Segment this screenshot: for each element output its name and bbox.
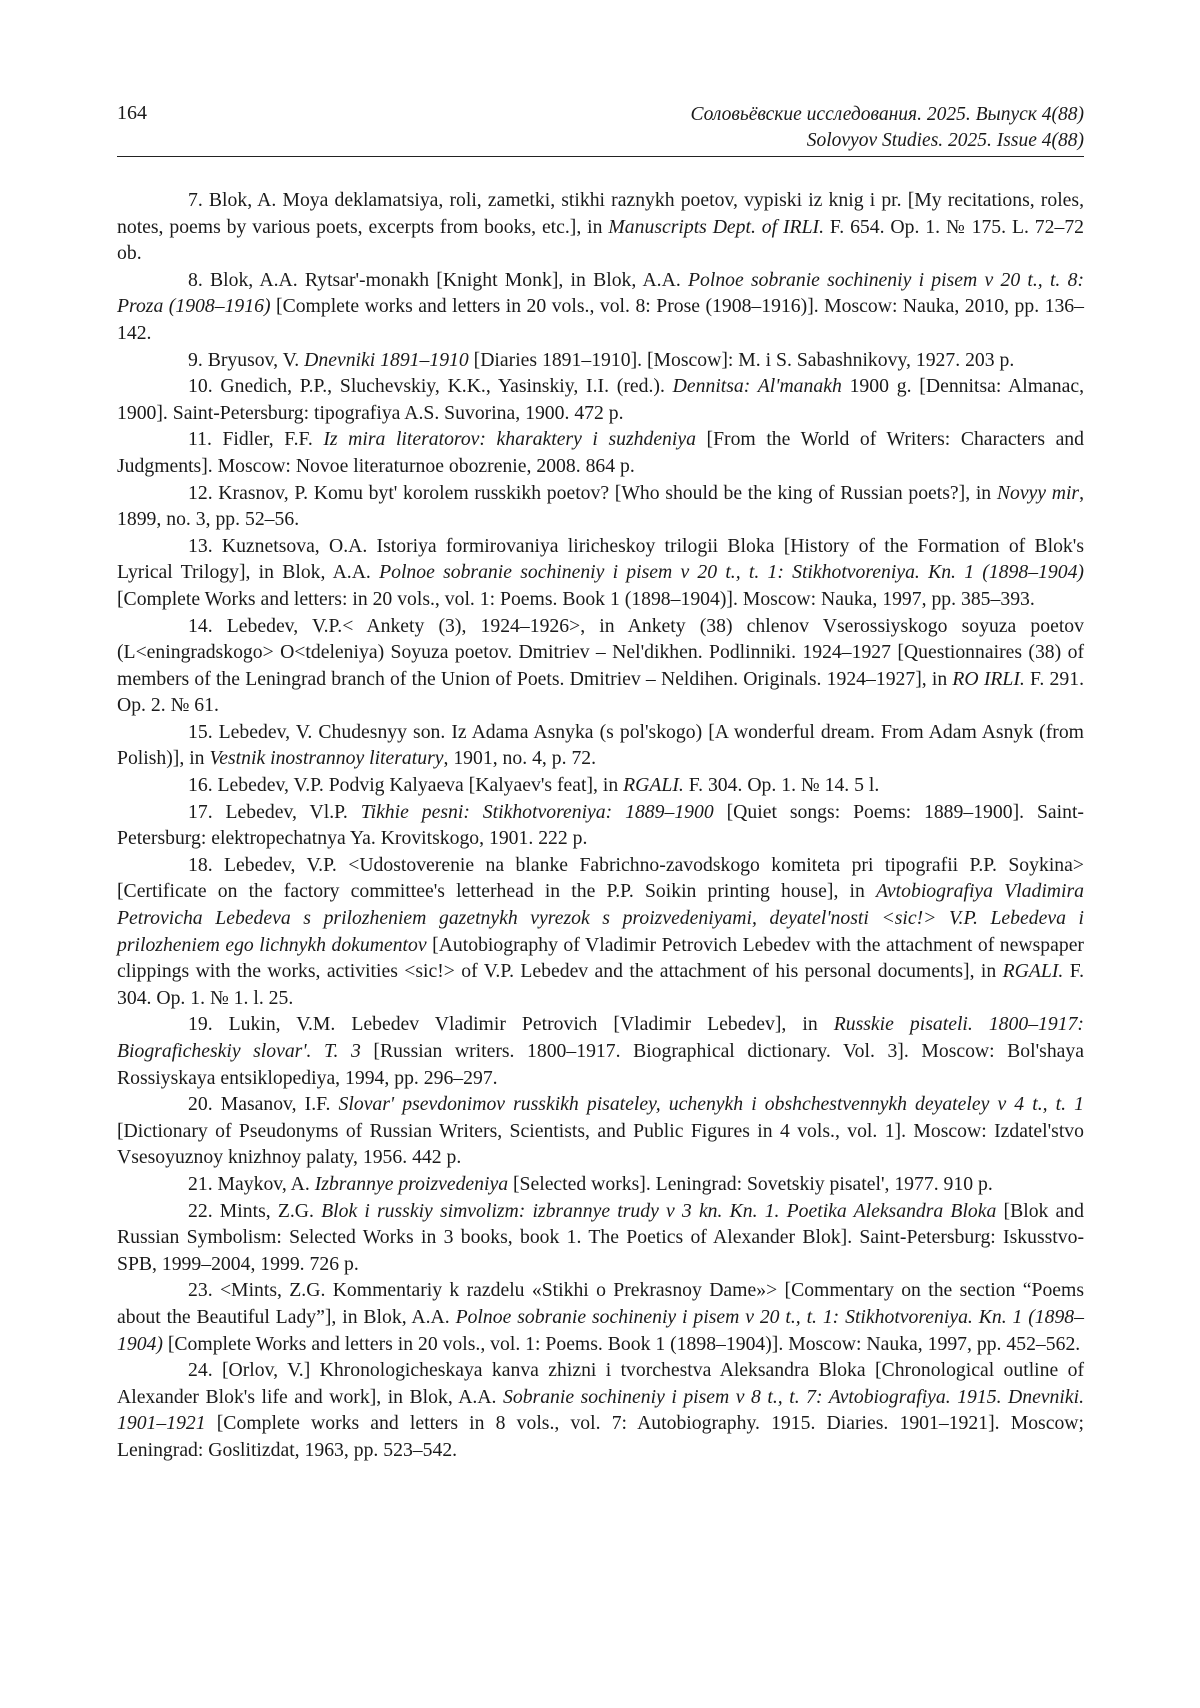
reference-item — [117, 799, 1084, 852]
reference-text: 1900 g. [Dennitsa: Almanac, 1900]. Saint-Petersburg: tipografiya A.S. Suvorina, 1900. 472 p. — [117, 375, 1084, 424]
reference-text: 17. Lebedev, Vl.P. — [188, 800, 361, 823]
reference-text: 24. [Orlov, V.] Khronologicheskaya kanva zhizni i tvorchestva Aleksandra Bloka [Chronological outline of Alexander Blok's life and work], in Blok, A.A. — [117, 1359, 1084, 1408]
reference-text: 9. Bryusov, V. — [188, 348, 305, 371]
reference-text: 8. Blok, A.A. Rytsar'-monakh [Knight Monk], in Blok, A.A. — [188, 268, 688, 291]
reference-text: [Complete works and letters in 20 vols., vol. 8: Prose (1908–1916)]. Moscow: Nauka, 2010, pp. 136–142. — [117, 295, 1084, 344]
reference-item — [117, 1171, 1084, 1198]
reference-title: Dnevniki 1891–1910 — [304, 348, 469, 371]
reference-title: Polnoe sobranie sochineniy i pisem v 20 t., t. 1: Stikhotvoreniya. Kn. 1 (1898–1904) — [379, 561, 1084, 584]
reference-item — [117, 852, 1084, 1012]
reference-text: 23. <Mints, Z.G. Kommentariy k razdelu «Stikhi o Prekrasnoy Dame»> [Commentary on the section “Poems about the Beautiful Lady”], in Blok, A.A. — [117, 1279, 1084, 1328]
journal-title-ru: Соловьёвские исследования. 2025. Выпуск 4(88) — [690, 104, 1084, 125]
reference-text: 13. Kuznetsova, O.A. Istoriya formirovaniya liricheskoy trilogii Bloka [History of the Formation of Blok's Lyrical Trilogy], in Blok, A.A. — [117, 534, 1084, 584]
reference-item — [117, 1198, 1084, 1278]
reference-item — [117, 719, 1084, 772]
reference-item — [117, 480, 1084, 533]
reference-title: Novyy mir — [996, 481, 1080, 504]
reference-text: [Selected works]. Leningrad: Sovetskiy pisatel', 1977. 910 p. — [508, 1172, 993, 1195]
reference-text: 21. Maykov, A. — [188, 1172, 315, 1195]
reference-item — [117, 1011, 1084, 1091]
reference-text: [Blok and Russian Symbolism: Selected Works in 3 books, book 1. The Poetics of Alexander Blok]. Saint-Petersburg: Iskusstvo-SPB, 1999–2004, 1999. 726 p. — [117, 1199, 1084, 1275]
reference-text: F. 304. Op. 1. № 1. l. 25. — [117, 960, 1084, 1009]
reference-item — [117, 373, 1084, 426]
reference-text: , 1901, no. 4, p. 72. — [443, 747, 597, 770]
reference-text: 22. Mints, Z.G. — [188, 1199, 322, 1222]
reference-item — [117, 533, 1084, 613]
reference-text: 12. Krasnov, P. Komu byt' korolem russkikh poetov? [Who should be the king of Russian poets?], in — [188, 481, 997, 504]
reference-title: Sobranie sochineniy i pisem v 8 t., t. 7: Avtobiografiya. 1915. Dnevniki. 1901–1921 — [117, 1385, 1084, 1435]
reference-title: RGALI. — [1002, 960, 1064, 983]
page-number: 164 — [117, 102, 147, 124]
reference-text: [Quiet songs: Poems: 1889–1900]. Saint-Petersburg: elektropechatnya Ya. Krovitskogo, 1901. 222 p. — [117, 800, 1084, 850]
reference-text: 16. Lebedev, V.P. Podvig Kalyaeva [Kalyaev's feat], in — [188, 774, 624, 797]
reference-title: Iz mira literatorov: kharaktery i suzhdeniya — [323, 428, 696, 451]
reference-text: 20. Masanov, I.F. — [188, 1093, 339, 1116]
reference-text: 10. Gnedich, P.P., Sluchevskiy, K.K., Yasinskiy, I.I. (red.). — [188, 375, 673, 398]
reference-text: [From the World of Writers: Characters and Judgments]. Moscow: Novoe literaturnoe obozrenie, 2008. 864 p. — [117, 428, 1084, 477]
reference-text: 19. Lukin, V.M. Lebedev Vladimir Petrovich [Vladimir Lebedev], in — [188, 1013, 834, 1036]
journal-title-en: Solovyov Studies. 2025. Issue 4(88) — [806, 130, 1084, 151]
reference-title: Slovar' psevdonimov russkikh pisateley, uchenykh i obshchestvennykh deyateley v 4 t., t. 1 — [338, 1093, 1085, 1116]
reference-item — [117, 426, 1084, 479]
reference-text: F. 291. Op. 2. № 61. — [117, 667, 1084, 717]
reference-title: Manuscripts Dept. of IRLI. — [608, 215, 825, 238]
reference-list — [117, 187, 1084, 1464]
reference-title: Izbrannye proizvedeniya — [314, 1172, 509, 1195]
reference-title: Blok i russkiy simvolizm: izbrannye trudy v 3 kn. Kn. 1. Poetika Aleksandra Bloka — [321, 1199, 997, 1222]
reference-text: 18. Lebedev, V.P. <Udostoverenie na blanke Fabrichno-zavodskogo komiteta pri tipografii P.P. Soykina> [Certificate on the factory committee's letterhead in the P.P. Soikin printing house], in — [117, 853, 1084, 903]
reference-text: 7. Blok, A. Moya deklamatsiya, roli, zametki, stikhi raznykh poetov, vypiski iz knig i pr. [My recitations, roles, notes, poems by various poets, excerpts from books, etc.], in — [117, 189, 1084, 238]
reference-item — [117, 1277, 1084, 1357]
reference-text: 15. Lebedev, V. Chudesnyy son. Iz Adama Asnyka (s pol'skogo) [A wonderful dream. From Adam Asnyk (from Polish)], in — [117, 720, 1084, 770]
reference-text: , 1899, no. 3, pp. 52–56. — [117, 481, 1084, 531]
reference-title: Tikhie pesni: Stikhotvoreniya: 1889–1900 — [360, 800, 714, 823]
reference-text: [Autobiography of Vladimir Petrovich Lebedev with the attachment of newspaper clippings with the works, activities <sic!> of V.P. Lebedev and the attachment of his personal documents], in — [117, 933, 1084, 983]
reference-text: [Dictionary of Pseudonyms of Russian Writers, Scientists, and Public Figures in 4 vols., vol. 1]. Moscow: Izdatel'stvo Vsesoyuznoy knizhnoy palaty, 1956. 442 p. — [117, 1119, 1084, 1169]
reference-text: [Complete works and letters in 8 vols., vol. 7: Autobiography. 1915. Diaries. 1901–1921]. Moscow; Leningrad: Goslitizdat, 1963, pp. 523–542. — [117, 1412, 1084, 1461]
reference-text: [Complete Works and letters in 20 vols., vol. 1: Poems. Book 1 (1898–1904)]. Moscow: Nauka, 1997, pp. 452–562. — [162, 1332, 1081, 1355]
reference-item — [117, 347, 1084, 374]
reference-title: RGALI. — [623, 774, 684, 797]
reference-title: Dennitsa: Al'manakh — [672, 375, 842, 398]
reference-text: [Russian writers. 1800–1917. Biographical dictionary. Vol. 3]. Moscow: Bol'shaya Rossiyskaya entsiklopediya, 1994, pp. 296–297. — [117, 1040, 1084, 1089]
reference-title: Polnoe sobranie sochineniy i pisem v 20 t., t. 8: Proza (1908–1916) — [117, 268, 1084, 318]
page — [117, 96, 1084, 1464]
reference-item — [117, 1091, 1084, 1171]
reference-text: 14. Lebedev, V.P.< Ankety (3), 1924–1926>, in Ankety (38) chlenov Vserossiyskogo soyuza poetov (L<eningradskogo> O<tdeleniya) Soyuza poetov. Dmitriev – Nel'dikhen. Podlinniki. 1924–1927 [Questionnaires (38) of members of the Leningrad branch of the Union of Poets. Dmitriev – Neldihen. Originals. 1924–1927], in — [117, 614, 1084, 690]
reference-title: Polnoe sobranie sochineniy i pisem v 20 t., t. 1: Stikhotvoreniya. Kn. 1 (1898–1904) — [117, 1305, 1084, 1355]
reference-text: F. 304. Op. 1. № 14. 5 l. — [683, 774, 880, 797]
reference-text: F. 654. Op. 1. № 175. L. 72–72 ob. — [117, 215, 1085, 265]
reference-text: 11. Fidler, F.F. — [188, 428, 324, 451]
reference-item — [117, 187, 1084, 267]
reference-item — [117, 267, 1084, 347]
reference-title: Vestnik inostrannoy literatury — [209, 747, 444, 770]
reference-title: Avtobiografiya Vladimira Petrovicha Lebedeva s prilozheniem gazetnykh vyrezok s proizvedeniyami, deyatel'nosti <sic!> V.P. Lebedeva i prilozheniem ego lichnykh dokumentov — [117, 880, 1084, 956]
reference-item — [117, 772, 1084, 799]
reference-title: Russkie pisateli. 1800–1917: Biograficheskiy slovar'. T. 3 — [117, 1013, 1084, 1062]
running-header — [117, 96, 1084, 157]
reference-item — [117, 1357, 1084, 1463]
reference-item — [117, 613, 1084, 719]
reference-text: [Diaries 1891–1910]. [Moscow]: M. i S. Sabashnikovy, 1927. 203 p. — [468, 348, 1015, 371]
journal-title — [691, 102, 1084, 154]
reference-text: [Complete Works and letters: in 20 vols., vol. 1: Poems. Book 1 (1898–1904)]. Moscow: Nauka, 1997, pp. 385–393. — [117, 587, 1035, 610]
reference-title: RO IRLI. — [952, 667, 1025, 690]
